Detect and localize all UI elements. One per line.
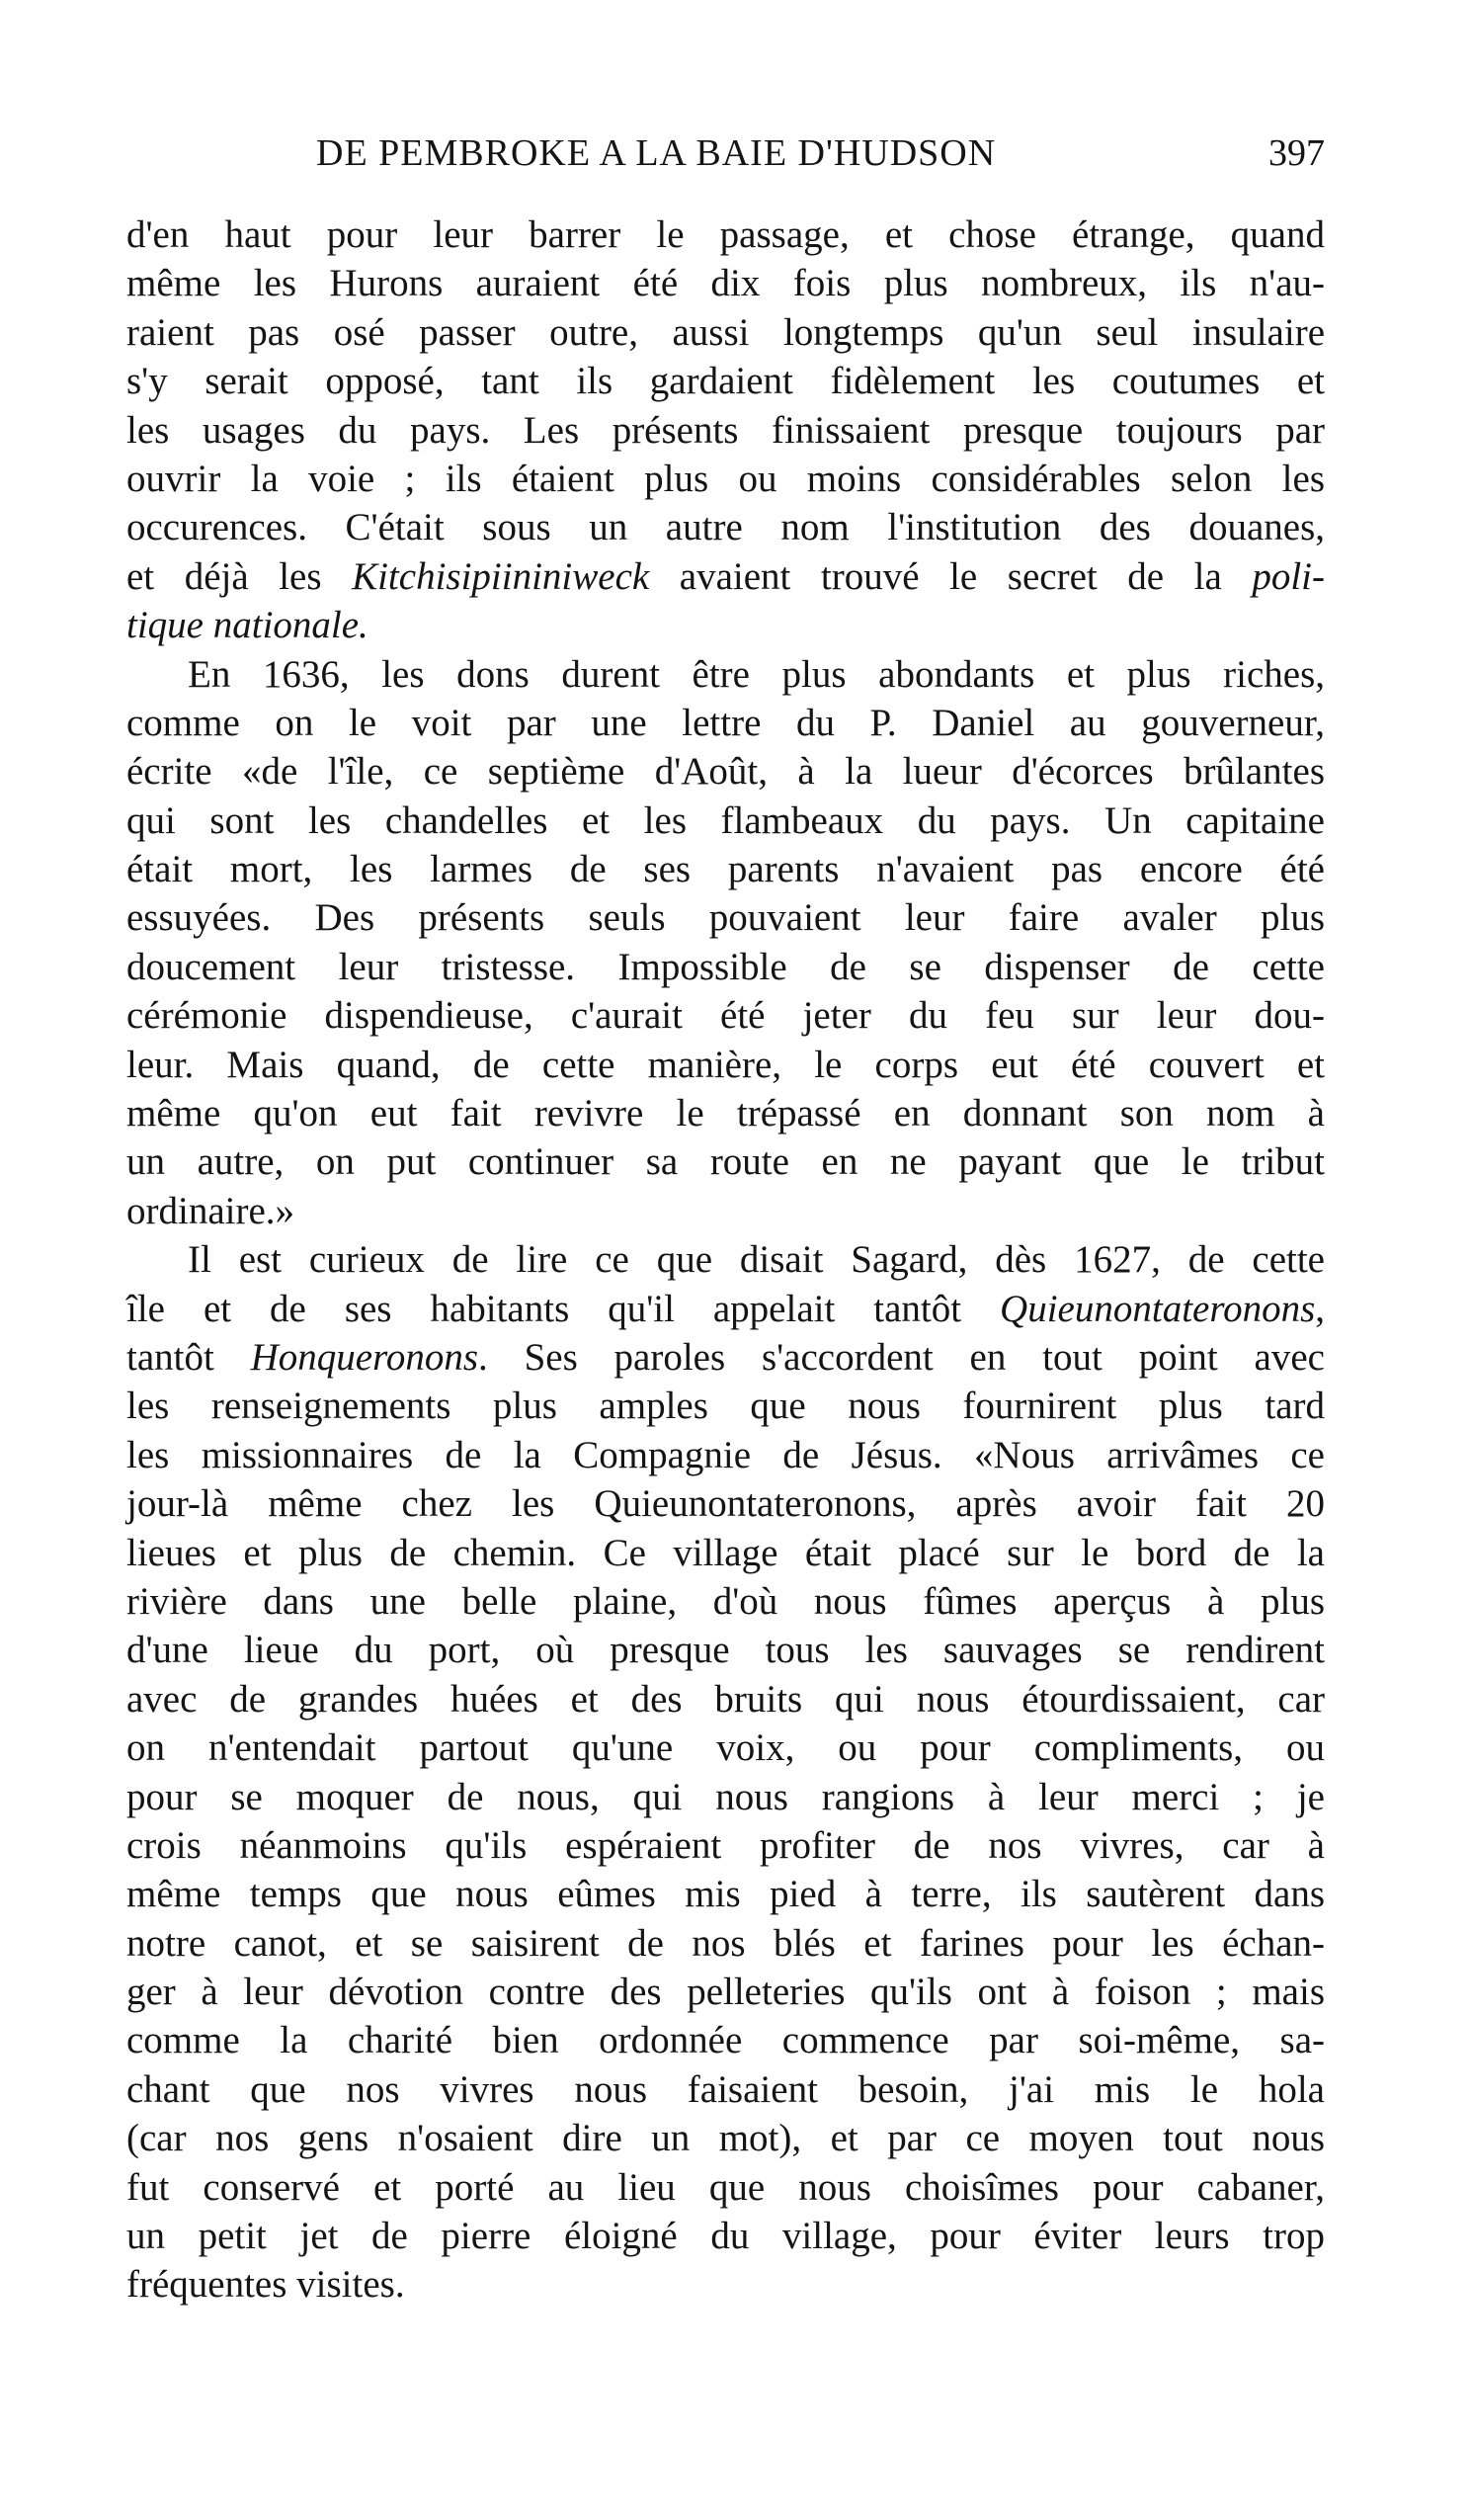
body-text: [126, 210, 1325, 2310]
text-line: raient pas osé passer outre, aussi longtemps qu'un seul insulaire: [126, 310, 1325, 354]
paragraph-1: [126, 210, 1325, 650]
text-line: ouvrir la voie ; ils étaient plus ou moins considérables selon les: [126, 457, 1325, 500]
text-line: rivière dans une belle plaine, d'où nous fûmes aperçus à plus: [126, 1579, 1325, 1623]
italic-term: poli-: [1252, 554, 1325, 598]
text-line: [126, 1285, 1325, 1333]
text-line: qui sont les chandelles et les flambeaux du pays. Un capitaine: [126, 798, 1325, 842]
text-segment: et déjà les: [126, 554, 353, 598]
text-line: même qu'on eut fait revivre le trépassé en donnant son nom à: [126, 1092, 1325, 1135]
text-line: pour se moquer de nous, qui nous rangions à leur merci ; je: [126, 1775, 1325, 1818]
text-line: un autre, on put continuer sa route en ne payant que le tribut: [126, 1140, 1325, 1184]
text-line: les missionnaires de la Compagnie de Jésus. «Nous arrivâmes ce: [126, 1433, 1325, 1476]
italic-term: Honqueronons: [250, 1335, 479, 1379]
text-line: cérémonie dispendieuse, c'aurait été jeter du feu sur leur dou-: [126, 994, 1325, 1038]
text-line: fut conservé et porté au lieu que nous choisîmes pour cabaner,: [126, 2165, 1325, 2209]
text-line: chant que nos vivres nous faisaient besoin, j'ai mis le hola: [126, 2067, 1325, 2111]
text-line: comme on le voit par une lettre du P. Daniel au gouverneur,: [126, 701, 1325, 744]
italic-term: Kitchisipiininiweck: [352, 554, 650, 598]
text-line: avec de grandes huées et des bruits qui nous étourdissaient, car: [126, 1677, 1325, 1721]
text-line: En 1636, les dons durent être plus abondants et plus riches,: [188, 652, 1325, 696]
text-line: ordinaire.»: [126, 1189, 295, 1232]
text-line: même les Hurons auraient été dix fois plus nombreux, ils n'au-: [126, 262, 1325, 305]
page-number: 397: [1268, 132, 1325, 174]
text-line: s'y serait opposé, tant ils gardaient fidèlement les coutumes et: [126, 360, 1325, 403]
paragraph-2: [126, 650, 1325, 1236]
text-line: les usages du pays. Les présents finissaient presque toujours par: [126, 408, 1325, 452]
text-line: fréquentes visites.: [126, 2263, 405, 2307]
text-line: [126, 1333, 1325, 1382]
running-head: [126, 131, 1325, 191]
text-line: d'en haut pour leur barrer le passage, et chose étrange, quand: [126, 213, 1325, 256]
text-line: [126, 552, 1325, 601]
text-segment: . Ses paroles s'accordent en tout point avec: [478, 1335, 1325, 1379]
running-title: DE PEMBROKE A LA BAIE D'HUDSON: [316, 132, 997, 174]
text-line: un petit jet de pierre éloigné du village, pour éviter leurs trop: [126, 2215, 1325, 2258]
text-line: leur. Mais quand, de cette manière, le corps eut été couvert et: [126, 1043, 1325, 1086]
text-line: ger à leur dévotion contre des pelleteries qu'ils ont à foison ; mais: [126, 1971, 1325, 2014]
text-segment: tantôt: [126, 1335, 251, 1379]
text-line: (car nos gens n'osaient dire un mot), et par ce moyen tout nous: [126, 2117, 1325, 2160]
text-line: crois néanmoins qu'ils espéraient profiter de nos vivres, car à: [126, 1823, 1325, 1867]
text-line: même temps que nous eûmes mis pied à terre, ils sautèrent dans: [126, 1873, 1325, 1916]
text-segment: île et de ses habitants qu'il appelait tantôt: [126, 1287, 1001, 1330]
text-line: comme la charité bien ordonnée commence par soi-même, sa-: [126, 2019, 1325, 2062]
text-line: lieues et plus de chemin. Ce village était placé sur le bord de la: [126, 1531, 1325, 1574]
italic-term: Quieunontateronons: [1000, 1287, 1316, 1330]
text-line: jour-là même chez les Quieunontateronons, après avoir fait 20: [126, 1482, 1325, 1526]
text-line: d'une lieue du port, où presque tous les sauvages se rendirent: [126, 1629, 1325, 1672]
text-line: les renseignements plus amples que nous fournirent plus tard: [126, 1385, 1325, 1428]
text-line: on n'entendait partout qu'une voix, ou pour compliments, ou: [126, 1726, 1325, 1770]
text-line: essuyées. Des présents seuls pouvaient leur faire avaler plus: [126, 896, 1325, 940]
text-segment: ,: [1315, 1287, 1325, 1330]
text-line: occurences. C'était sous un autre nom l'institution des douanes,: [126, 506, 1325, 549]
text-line: était mort, les larmes de ses parents n'avaient pas encore été: [126, 848, 1325, 891]
italic-term: tique nationale.: [126, 604, 368, 647]
text-line: notre canot, et se saisirent de nos blés et farines pour les échan-: [126, 1921, 1325, 1965]
text-line: écrite «de l'île, ce septième d'Août, à la lueur d'écorces brûlantes: [126, 750, 1325, 794]
paragraph-3: [126, 1235, 1325, 2310]
text-line: Il est curieux de lire ce que disait Sagard, dès 1627, de cette: [188, 1238, 1325, 1282]
text-line: doucement leur tristesse. Impossible de se dispenser de cette: [126, 945, 1325, 988]
text-line: [126, 601, 1325, 649]
text-segment: avaient trouvé le secret de la: [649, 554, 1253, 598]
